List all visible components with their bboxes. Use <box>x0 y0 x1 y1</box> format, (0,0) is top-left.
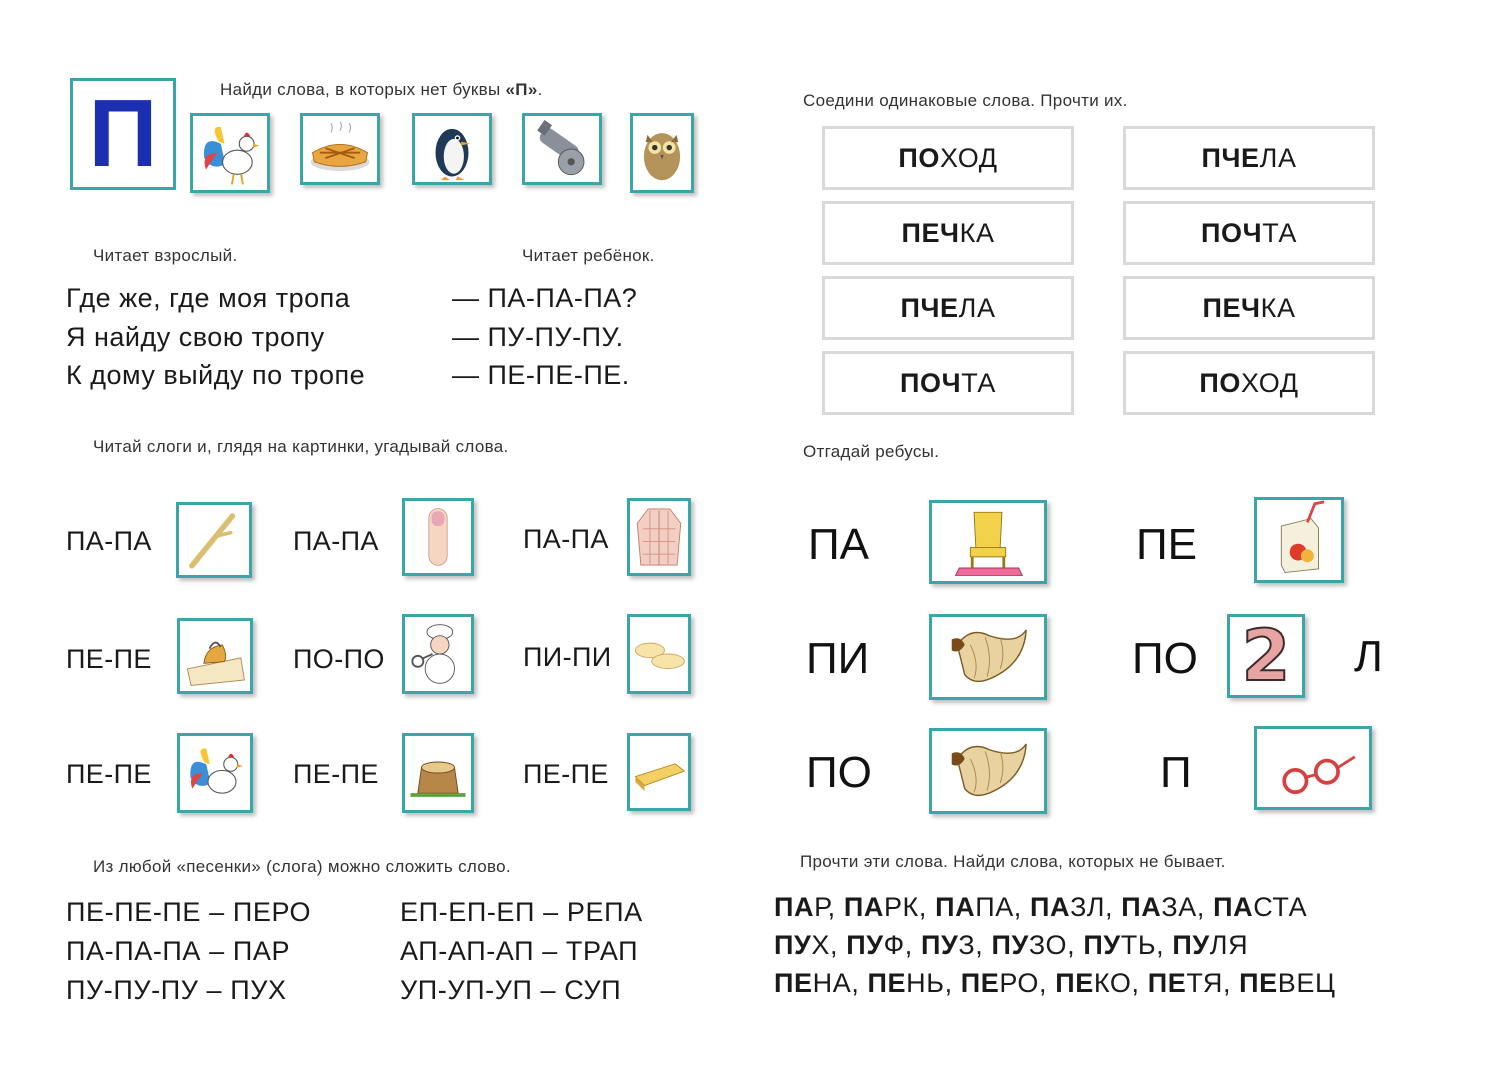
juice-box-picture <box>1254 497 1344 583</box>
syllable-8: ПЕ-ПЕ <box>293 759 379 789</box>
w-1-3-b: ПА <box>935 892 976 922</box>
purse-picture <box>177 618 253 694</box>
word-line-1 <box>774 892 1307 923</box>
match-right-3-bold: ПЕЧ <box>1202 292 1261 323</box>
match-left-2-rest: КА <box>959 217 995 248</box>
match-instruction: Соедини одинаковые слова. Прочти их. <box>803 91 1128 110</box>
w-3-6-r: ВЕЦ <box>1277 968 1336 998</box>
w-1-3-r: ПА, <box>975 892 1031 922</box>
poem-child-2: — ПУ-ПУ-ПУ. <box>452 322 624 352</box>
w-3-3-r: РО, <box>999 968 1056 998</box>
penguin-icon <box>415 116 489 182</box>
rebus-6-left: П <box>1160 748 1192 797</box>
pies-picture <box>627 614 691 694</box>
owl-icon <box>633 116 691 190</box>
cannon-icon <box>525 116 599 182</box>
cook-icon <box>405 617 471 691</box>
poem-adult-2: Я найду свою тропу <box>66 322 325 352</box>
syllable-9: ПЕ-ПЕ <box>523 759 609 789</box>
adult-label: Читает взрослый. <box>93 246 238 265</box>
horn-icon <box>932 617 1044 697</box>
w-2-6-b: ПУ <box>1172 930 1210 960</box>
songs-instruction: Из любой «песенки» (слога) можно сложить слово. <box>93 857 511 876</box>
match-left-3[interactable] <box>822 276 1074 340</box>
match-right-2[interactable] <box>1123 201 1375 265</box>
w-1-6-b: ПА <box>1213 892 1254 922</box>
match-right-3-rest: КА <box>1260 292 1296 323</box>
task1-text: Найди слова, в которых нет буквы <box>220 80 506 99</box>
w-2-3-r: З, <box>958 930 992 960</box>
w-2-2-b: ПУ <box>846 930 884 960</box>
w-3-2-r: НЬ, <box>906 968 961 998</box>
syllable-5: ПО-ПО <box>293 644 385 674</box>
finger-icon <box>405 501 471 573</box>
cook-picture <box>402 614 474 694</box>
rooster-icon <box>180 736 250 810</box>
w-1-4-b: ПА <box>1030 892 1071 922</box>
task1-letter: «П» <box>505 80 538 99</box>
rebus-4-left: ПО <box>1132 634 1198 683</box>
child-label: Читает ребёнок. <box>522 246 655 265</box>
purse-icon <box>180 621 250 691</box>
number-two-picture <box>1227 614 1305 698</box>
task1-dot: . <box>537 80 543 99</box>
glasses-icon <box>1257 729 1369 807</box>
match-left-2-bold: ПЕЧ <box>901 217 960 248</box>
w-3-5-b: ПЕ <box>1147 968 1187 998</box>
stick-picture <box>176 502 252 578</box>
poem-adult-3: К дому выйду по тропе <box>66 360 366 390</box>
rooster-picture-2 <box>177 733 253 813</box>
syllables-instruction: Читай слоги и, глядя на картинки, угадывай слова. <box>93 437 509 456</box>
w-3-4-r: КО, <box>1093 968 1148 998</box>
w-1-5-b: ПА <box>1121 892 1162 922</box>
w-1-2-b: ПА <box>843 892 884 922</box>
rebus-5-left: ПО <box>806 748 872 797</box>
match-right-4-rest: ХОД <box>1241 367 1299 398</box>
juice-box-icon <box>1257 500 1341 580</box>
letter-p: П <box>88 80 158 187</box>
match-left-1[interactable] <box>822 126 1074 190</box>
syllable-6: ПИ-ПИ <box>523 642 612 672</box>
match-left-4-rest: ТА <box>961 367 996 398</box>
w-2-4-r: ЗО, <box>1028 930 1084 960</box>
rebus-3-left: ПИ <box>806 634 870 683</box>
w-2-2-r: Ф, <box>883 930 921 960</box>
match-left-2[interactable] <box>822 201 1074 265</box>
w-3-4-b: ПЕ <box>1055 968 1094 998</box>
song-left-1: ПЕ-ПЕ-ПЕ – ПЕРО <box>66 897 312 927</box>
syllable-7: ПЕ-ПЕ <box>66 759 152 789</box>
word-line-2 <box>774 930 1248 961</box>
match-right-3[interactable] <box>1123 276 1375 340</box>
finger-picture <box>402 498 474 576</box>
w-2-6-r: ЛЯ <box>1209 930 1249 960</box>
pie-picture <box>300 113 380 185</box>
w-3-3-b: ПЕ <box>960 968 1000 998</box>
words-instruction: Прочти эти слова. Найди слова, которых не бывает. <box>800 852 1226 871</box>
w-2-3-b: ПУ <box>920 930 959 960</box>
match-right-4[interactable] <box>1123 351 1375 415</box>
pie-icon <box>303 116 377 182</box>
poem-adult-1: Где же, где моя тропа <box>66 283 351 313</box>
letter-card <box>70 78 176 190</box>
song-right-1: ЕП-ЕП-ЕП – РЕПА <box>400 897 643 927</box>
match-left-1-rest: ХОД <box>940 142 998 173</box>
pies-icon <box>630 617 688 691</box>
match-right-2-bold: ПОЧ <box>1201 217 1263 248</box>
w-1-4-r: ЗЛ, <box>1070 892 1122 922</box>
coat-icon <box>630 501 688 573</box>
rooster-picture <box>190 113 270 193</box>
w-3-5-r: ТЯ, <box>1186 968 1240 998</box>
match-left-4[interactable] <box>822 351 1074 415</box>
w-2-5-b: ПУ <box>1083 930 1121 960</box>
syllable-1: ПА-ПА <box>66 526 152 556</box>
w-1-1-b: ПА <box>774 892 815 922</box>
rooster-icon <box>193 116 267 190</box>
w-2-1-b: ПУ <box>774 930 812 960</box>
match-left-4-bold: ПОЧ <box>900 367 962 398</box>
horn-picture <box>929 614 1047 700</box>
match-left-1-bold: ПО <box>898 142 940 173</box>
throne-icon <box>932 503 1044 581</box>
match-right-1[interactable] <box>1123 126 1375 190</box>
song-left-2: ПА-ПА-ПА – ПАР <box>66 936 291 966</box>
throne-picture <box>929 500 1047 584</box>
w-1-6-r: СТА <box>1253 892 1308 922</box>
coat-picture <box>627 498 691 576</box>
match-right-1-bold: ПЧЕ <box>1201 142 1260 173</box>
w-3-2-b: ПЕ <box>867 968 907 998</box>
match-left-3-rest: ЛА <box>958 292 996 323</box>
w-2-4-b: ПУ <box>991 930 1029 960</box>
w-2-1-r: Х, <box>811 930 847 960</box>
rebus-2-left: ПЕ <box>1136 520 1197 569</box>
word-line-3 <box>774 968 1336 999</box>
song-left-3: ПУ-ПУ-ПУ – ПУХ <box>66 975 287 1005</box>
w-1-5-r: ЗА, <box>1161 892 1214 922</box>
match-right-4-bold: ПО <box>1199 367 1241 398</box>
horn-icon <box>932 731 1044 811</box>
horn-picture-2 <box>929 728 1047 814</box>
stump-picture <box>402 733 474 813</box>
owl-picture <box>630 113 694 193</box>
match-left-3-bold: ПЧЕ <box>900 292 959 323</box>
rebus-instruction: Отгадай ребусы. <box>803 442 940 461</box>
rebus-4-right: Л <box>1354 632 1383 681</box>
task1-instruction <box>220 80 543 100</box>
syllable-3: ПА-ПА <box>523 524 609 554</box>
syllable-2: ПА-ПА <box>293 526 379 556</box>
poem-child-1: — ПА-ПА-ПА? <box>452 283 638 313</box>
stick-icon <box>179 505 249 575</box>
w-1-2-r: РК, <box>883 892 936 922</box>
match-right-1-rest: ЛА <box>1259 142 1297 173</box>
glasses-picture <box>1254 726 1372 810</box>
stump-icon <box>405 736 471 810</box>
penguin-picture <box>412 113 492 185</box>
match-right-2-rest: ТА <box>1262 217 1297 248</box>
syllable-4: ПЕ-ПЕ <box>66 644 152 674</box>
w-3-1-b: ПЕ <box>774 968 813 998</box>
w-2-5-r: ТЬ, <box>1120 930 1173 960</box>
song-right-2: АП-АП-АП – ТРАП <box>400 936 639 966</box>
w-3-1-r: НА, <box>812 968 868 998</box>
w-3-6-b: ПЕ <box>1239 968 1278 998</box>
number-two-icon: 2 <box>1241 615 1291 697</box>
poem-child-3: — ПЕ-ПЕ-ПЕ. <box>452 360 630 390</box>
cookie-icon <box>630 736 688 808</box>
rebus-1-left: ПА <box>808 520 869 569</box>
cookie-picture <box>627 733 691 811</box>
song-right-3: УП-УП-УП – СУП <box>400 975 622 1005</box>
w-1-1-r: Р, <box>814 892 844 922</box>
cannon-picture <box>522 113 602 185</box>
